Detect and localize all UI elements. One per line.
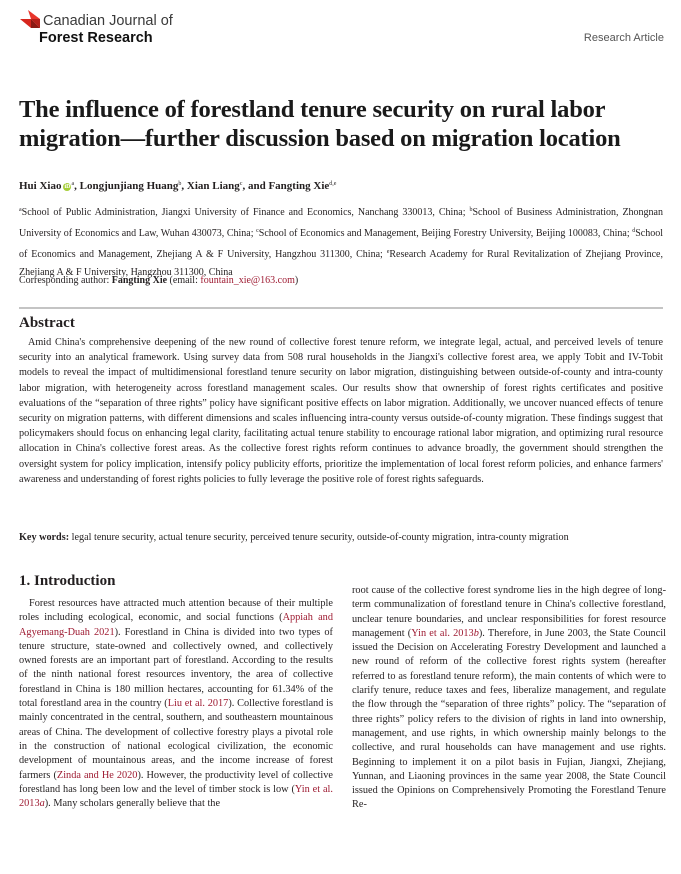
citation-link[interactable]: Zinda and He 2020 [56,769,138,781]
abstract-heading: Abstract [19,315,75,331]
introduction-column-left [19,597,333,811]
keywords [19,530,663,545]
body-text: Forest resources have attracted much attention because of their multiple roles including ecological, economic, and social functions ( [19,598,333,624]
introduction-column-right [352,584,666,813]
email-suffix: ) [294,275,299,286]
corresponding-label: Corresponding author: [19,275,112,286]
author-name[interactable]: Hui Xiao [19,180,62,192]
author-name[interactable]: Longjunjiang Huang [79,180,179,192]
body-text: ). Collective forestland is mainly concentrated in the central, southern, and southeastern mountainous areas of China. The development of collective forestry plays a pivotal role in the construction of national ecological civilization, the economic development of mountainous areas, and the income increase of forest farmers ( [19,698,333,781]
citation-link-suffix[interactable]: b [473,627,479,639]
affiliation-text: School of Economics and Management, Zhejiang A & F University, Hangzhou 311300, China; [19,228,663,260]
author-affiliation-marker: d,e [329,181,337,187]
author-list [19,180,336,192]
affiliation-marker: a [19,207,22,213]
affiliation-marker: d [632,228,636,234]
journal-logo[interactable] [20,8,240,48]
author-separator: , [74,180,80,192]
author-affiliation-marker: c [239,181,243,187]
affiliations [19,201,663,282]
article-type-label: Research Article [583,32,664,44]
citation-link-suffix[interactable]: a [39,798,45,810]
email-prefix: (email: [167,275,201,286]
maple-leaf-logo-icon [20,10,40,28]
affiliation-text: Research Academy for Rural Revitalization of Zhejiang Province, Zhejiang A & F University, Hangzhou 311300, China [19,249,663,278]
author-name[interactable]: Fangting Xie [268,180,330,192]
citation-link[interactable]: Yin et al. 2013 [19,783,333,810]
citation-link[interactable]: Appiah and Agyemang-Duah 2021 [19,612,333,638]
article-title: The influence of forestland tenure security on rural labor migration—further discussion based on migration location [19,96,621,152]
body-text: ). However, the productivity level of collective forestland has long been low and the level of timber stock is low ( [19,769,333,795]
author-name[interactable]: Xian Liang [186,180,240,192]
body-text: root cause of the collective forest syndrome lies in the high degree of long-term communalization of forestland tenure in China's collective forestland, unclear tenure boundaries, and unclear responsibilities for forest resource management ( [352,585,666,639]
corresponding-author [19,275,298,286]
affiliation-marker: e [386,249,390,255]
corresponding-name: Fangting Xie [111,275,168,286]
body-text: ). Therefore, in June 2003, the State Council issued the Decision on Accelerating Forestry Development and launched a new round of reform of the collective forest rights system (hereafter referred to as forestland tenure reform), the main contents of which were to clarify tenure, reduce taxes and fees, liberalize management, and regulate the flow through the “separation of three rights” policy. The “separation of three rights” policy refers to the division of rights in land into ownership, management, and use rights, in which ownership mainly belongs to the collective, and rural households can have management and use rights. Beginning to implement it on a pilot basis in Fujian, Jiangxi, Zhejiang, Yunnan, and Liaoning provinces in the same year 2008, the State Council issued the Opinions on Comprehensively Promoting the Forestland Tenure Re- [352,627,667,811]
email-link[interactable]: fountain_xie@163.com [200,275,295,286]
journal-name-line1: Canadian Journal of [43,13,173,29]
affiliation-text: School of Economics and Management, Beijing Forestry University, Beijing 100083, China; [258,228,633,239]
introduction-heading: 1. Introduction [19,573,116,589]
orcid-icon[interactable]: iD [64,184,71,190]
keywords-list: legal tenure security, actual tenure security, perceived tenure security, outside-of-county migration, intra-county migration [69,532,569,543]
author-separator: , and [242,180,269,192]
body-text: ). Forestland in China is divided into two types of tenure structure, state-owned and collectively owned, and collectively owned forests are an important part of forestland. According to the results of the ninth national forest resources inventory, the area of collective forestland in China is 180 million hectares, accounting for 61.34% of the total forestland area in the country ( [19,626,333,710]
citation-link[interactable]: Liu et al. 2017 [167,698,229,710]
journal-name-line2: Forest Research [39,30,153,46]
author-affiliation-marker: b [178,181,182,187]
keywords-label: Key words: [19,532,70,543]
affiliation-text: School of Business Administration, Zhongnan University of Economics and Law, Wuhan 430073, China; [19,207,664,239]
affiliation-text: School of Public Administration, Jiangxi University of Finance and Economics, Nanchang 330013, China; [21,207,470,218]
body-text: ). Many scholars generally believe that the [44,798,221,810]
author-separator: , [181,180,187,192]
citation-link[interactable]: Yin et al. 2013 [411,627,474,639]
section-divider [19,307,663,309]
author-affiliation-marker: a [71,181,75,187]
abstract-text: Amid China's comprehensive deepening of the new round of collective forest tenure reform, we integrate legal, actual, and perceived levels of tenure security into an analytical framework. Using survey data from 508 rural households in the Jiangxi's collective forest area, we apply Tobit and IV-Tobit models to reveal the impact of multidimensional forestland tenure security on labor migration, distinguishing between outside-of-county and intra-county labor migration, with heterogeneity across forestland management scales. Our results show that ownership of forest rights certificates and positive evaluations of the “separation of three rights” policy have significant positive effects on labor migration. Additionally, we uncover nuanced effects of tenure security on migration patterns, with different dimensions and scales influencing intra-county versus outside-of-county migration. These findings suggest that policymakers should focus on enhancing legal clarity, facilitating actual tenure stability to encourage rational labor migration, and optimizing rural resource allocation in China's collective forest areas. As the collective forest rights reform continues to advance broadly, the government should strengthen the oversight system for policy implication, intensify policy publicity efforts, prioritize the implementation of local forest reform policies, and enhance farmers' awareness and understanding of forest rights policies to fully leverage the positive role of forest rights safeguards. [19,337,663,485]
affiliation-marker: c [256,228,259,234]
affiliation-marker: b [469,207,473,213]
